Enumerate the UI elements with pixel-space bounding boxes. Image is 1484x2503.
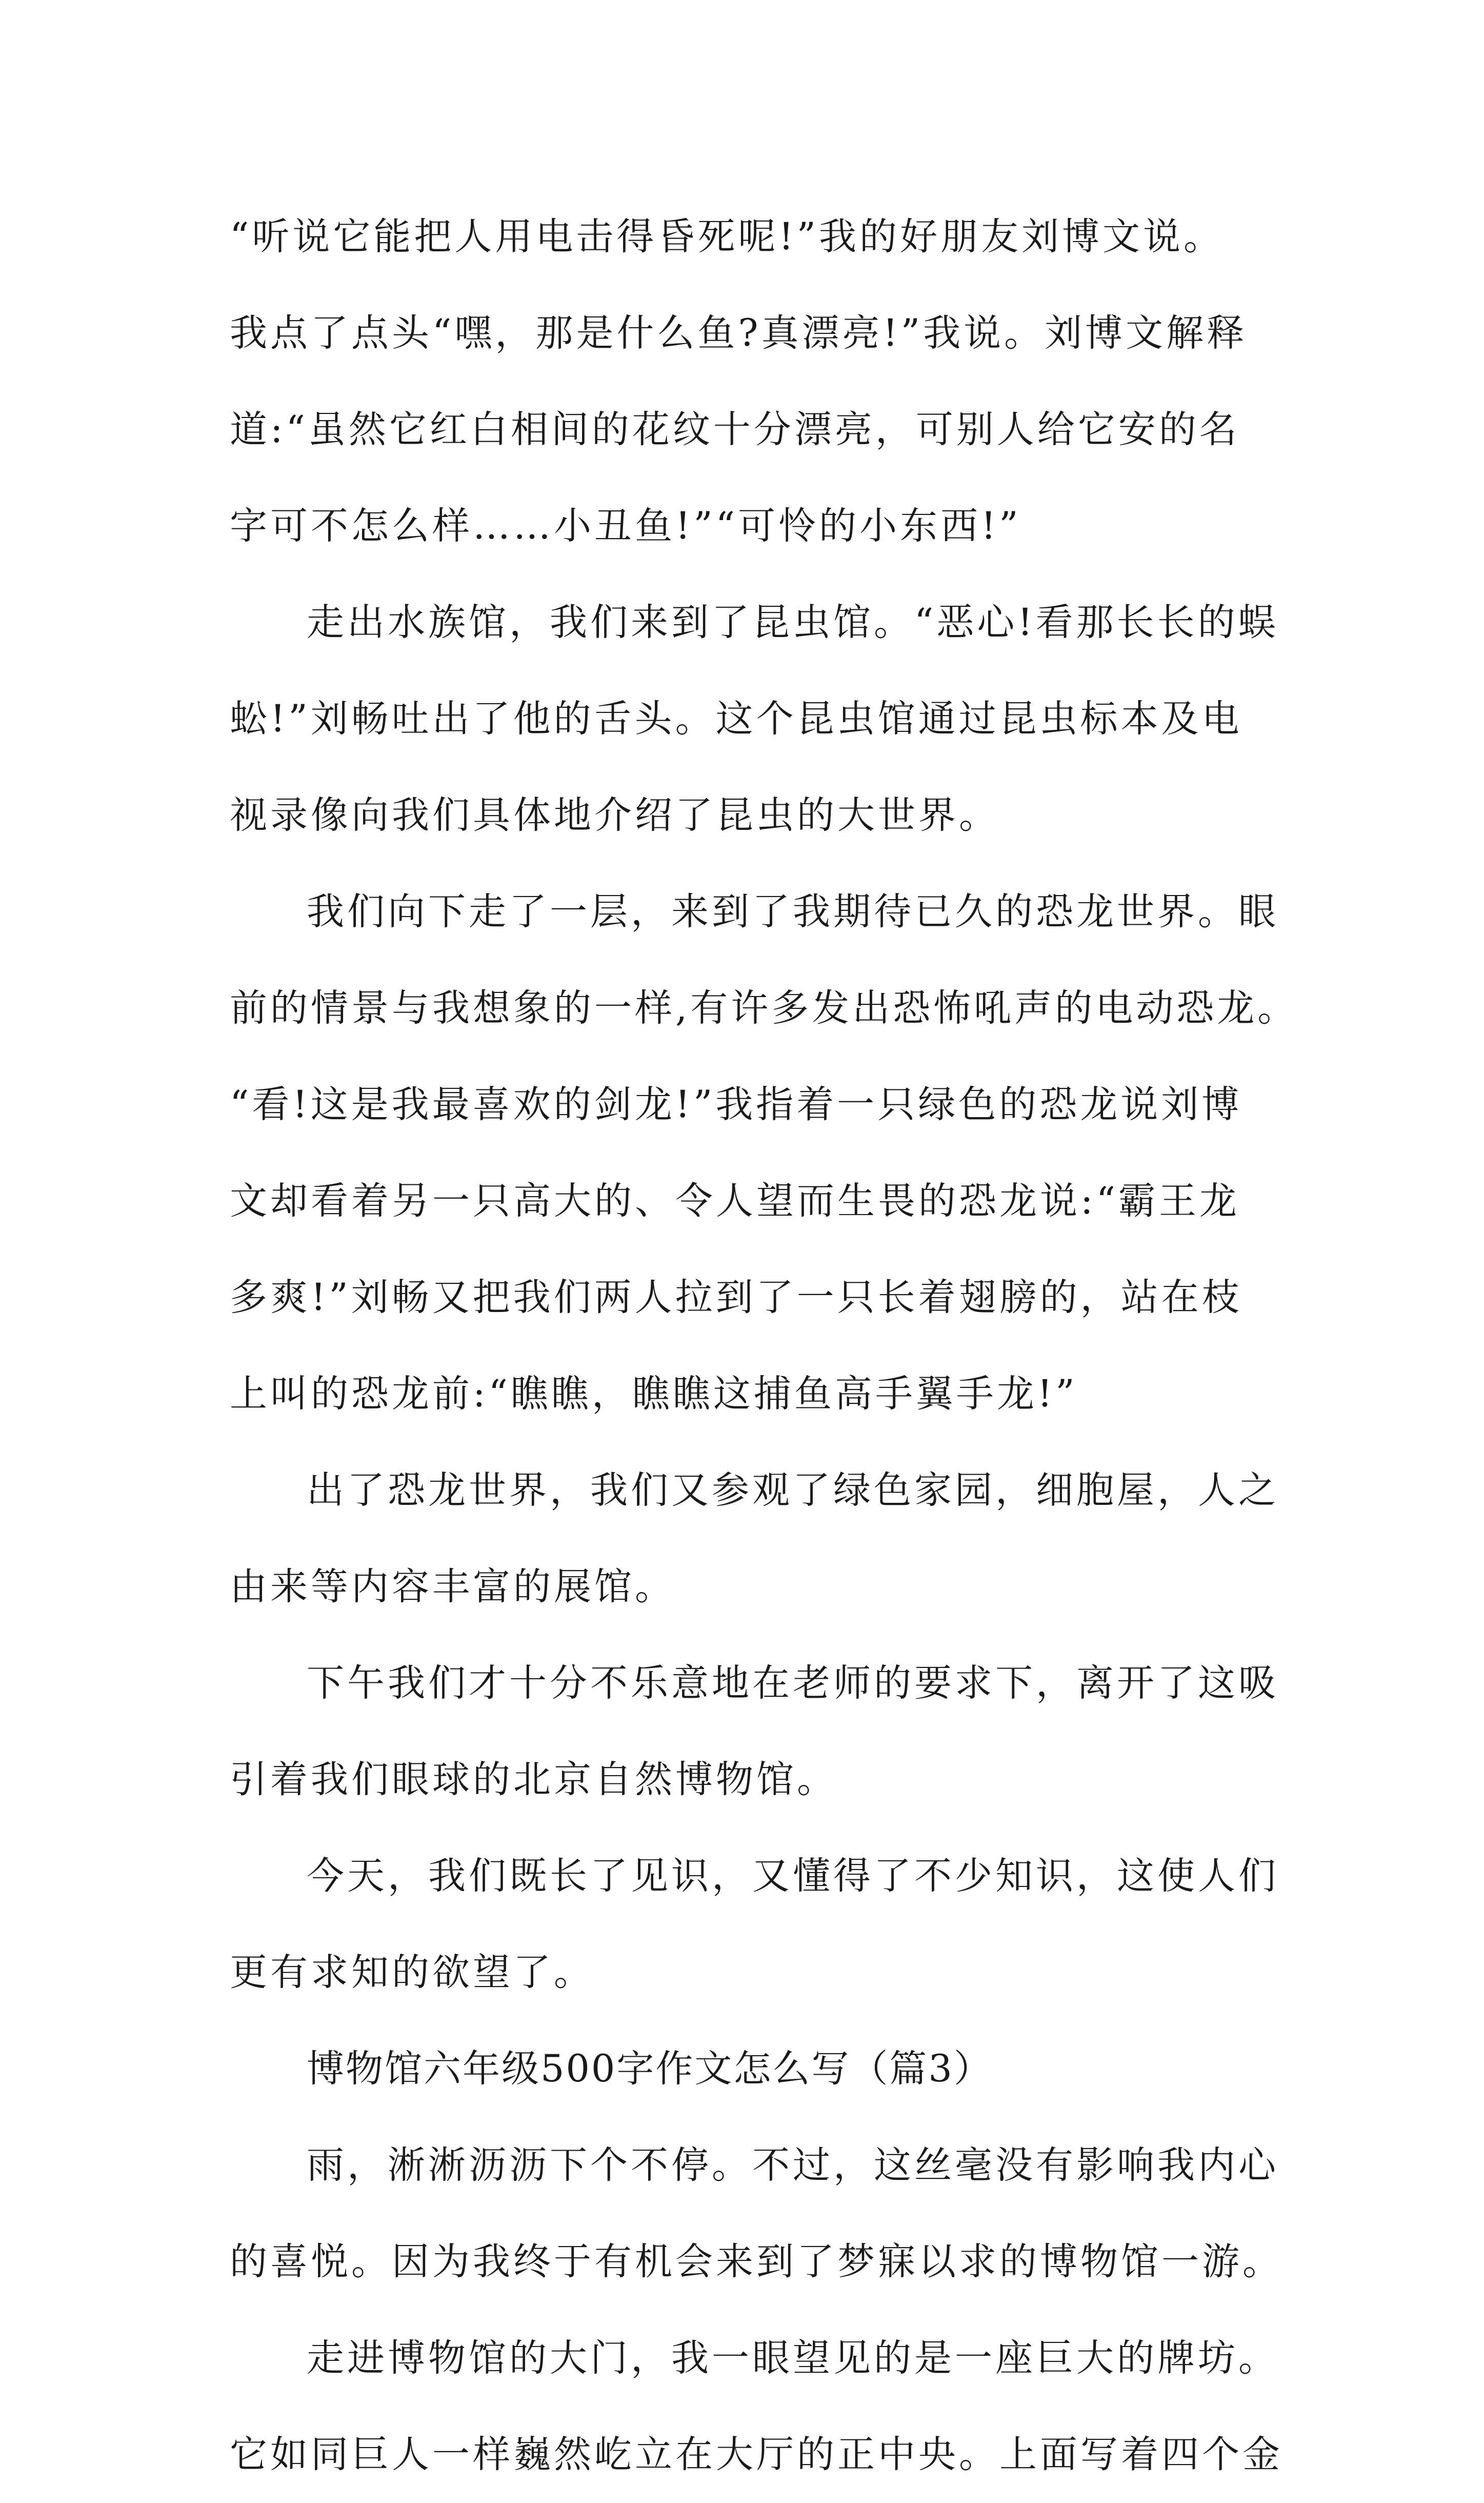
- text-line: 雨，淅淅沥沥下个不停。不过，这丝毫没有影响我内心: [307, 2143, 1279, 2187]
- text-line: 蚣!”刘畅吐出了他的舌头。这个昆虫馆通过昆虫标本及电: [230, 697, 1242, 741]
- text-line: 我点了点头“嘿，那是什么鱼?真漂亮!”我说。刘博文解释: [230, 311, 1248, 355]
- body-text: [230, 189, 1298, 2503]
- text-line: 出了恐龙世界，我们又参观了绿色家园，细胞屋，人之: [307, 1468, 1279, 1512]
- text-line: 前的情景与我想象的一样,有许多发出恐怖吼声的电动恐龙。: [230, 986, 1298, 1030]
- text-line: 今天，我们既长了见识，又懂得了不少知识，这使人们: [307, 1854, 1279, 1898]
- text-line: “听说它能把人用电击得昏死呢!”我的好朋友刘博文说。: [230, 215, 1224, 259]
- text-line: 走进博物馆的大门，我一眼望见的是一座巨大的牌坊。: [307, 2336, 1279, 2380]
- text-line: 上叫的恐龙前:“瞧瞧，瞧瞧这捕鱼高手翼手龙!”: [230, 1372, 1078, 1416]
- text-line: 走出水族馆，我们来到了昆虫馆。“恶心!看那长长的蜈: [307, 601, 1279, 644]
- section-heading: 博物馆六年级500字作文怎么写（篇3）: [307, 2047, 993, 2091]
- text-line: 字可不怎么样……小丑鱼!”“可怜的小东西!”: [230, 504, 1021, 548]
- text-line: 下午我们才十分不乐意地在老师的要求下，离开了这吸: [307, 1661, 1279, 1705]
- text-line: 视录像向我们具体地介绍了昆虫的大世界。: [230, 793, 999, 837]
- text-line: 由来等内容丰富的展馆。: [230, 1565, 675, 1608]
- text-line: 的喜悦。因为我终于有机会来到了梦寐以求的博物馆一游。: [230, 2240, 1283, 2283]
- text-line: 它如同巨人一样巍然屹立在大厅的正中央。上面写着四个金: [230, 2433, 1283, 2476]
- text-line: 文却看着另一只高大的、令人望而生畏的恐龙说:“霸王龙: [230, 1179, 1240, 1223]
- text-line: “看!这是我最喜欢的剑龙!”我指着一只绿色的恐龙说刘博: [230, 1083, 1242, 1126]
- text-line: 多爽!”刘畅又把我们两人拉到了一只长着翅膀的，站在枝: [230, 1276, 1242, 1319]
- text-line: 道:“虽然它红白相间的花纹十分漂亮，可别人给它安的名: [230, 408, 1240, 451]
- text-line: 引着我们眼球的北京自然博物馆。: [230, 1758, 837, 1801]
- text-line: 我们向下走了一层，来到了我期待已久的恐龙世界。眼: [307, 890, 1279, 933]
- text-line: 更有求知的欲望了。: [230, 1951, 594, 1994]
